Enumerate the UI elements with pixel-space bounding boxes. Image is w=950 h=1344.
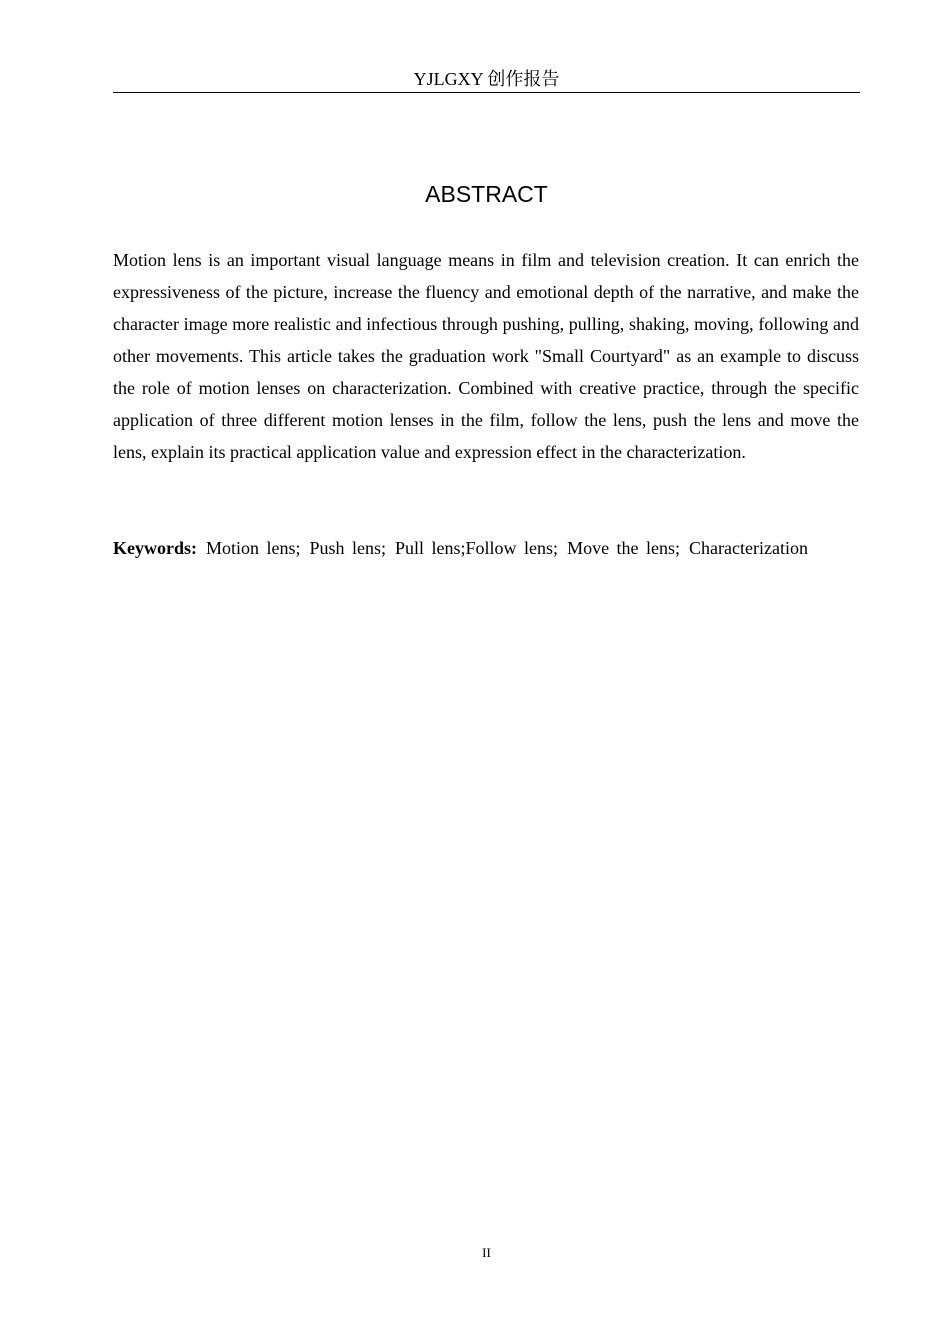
keywords-label: Keywords: bbox=[113, 538, 197, 558]
keyword-term: Pull lens;Follow lens; bbox=[395, 538, 559, 558]
keyword-term: Move the lens; bbox=[567, 538, 681, 558]
page-number: II bbox=[482, 1245, 491, 1260]
keyword-term: Characterization bbox=[689, 538, 808, 558]
keywords-line bbox=[113, 532, 873, 564]
header-rule bbox=[113, 92, 860, 93]
running-header: YJLGXY 创作报告 bbox=[413, 69, 560, 89]
keyword-term: Motion lens; bbox=[206, 538, 301, 558]
abstract-title: ABSTRACT bbox=[425, 181, 548, 207]
keyword-term: Push lens; bbox=[309, 538, 387, 558]
abstract-paragraph: Motion lens is an important visual language means in film and television creation. It can enrich the expressiveness of the picture, increase the fluency and emotional depth of the narrative, and make the character image more realistic and infectious through pushing, pulling, shaking, moving, following and other movements. This article takes the graduation work "Small Courtyard" as an example to discuss the role of motion lenses on characterization. Combined with creative practice, through the specific application of three different motion lenses in the film, follow the lens, push the lens and move the lens, explain its practical application value and expression effect in the characterization. bbox=[113, 250, 859, 462]
